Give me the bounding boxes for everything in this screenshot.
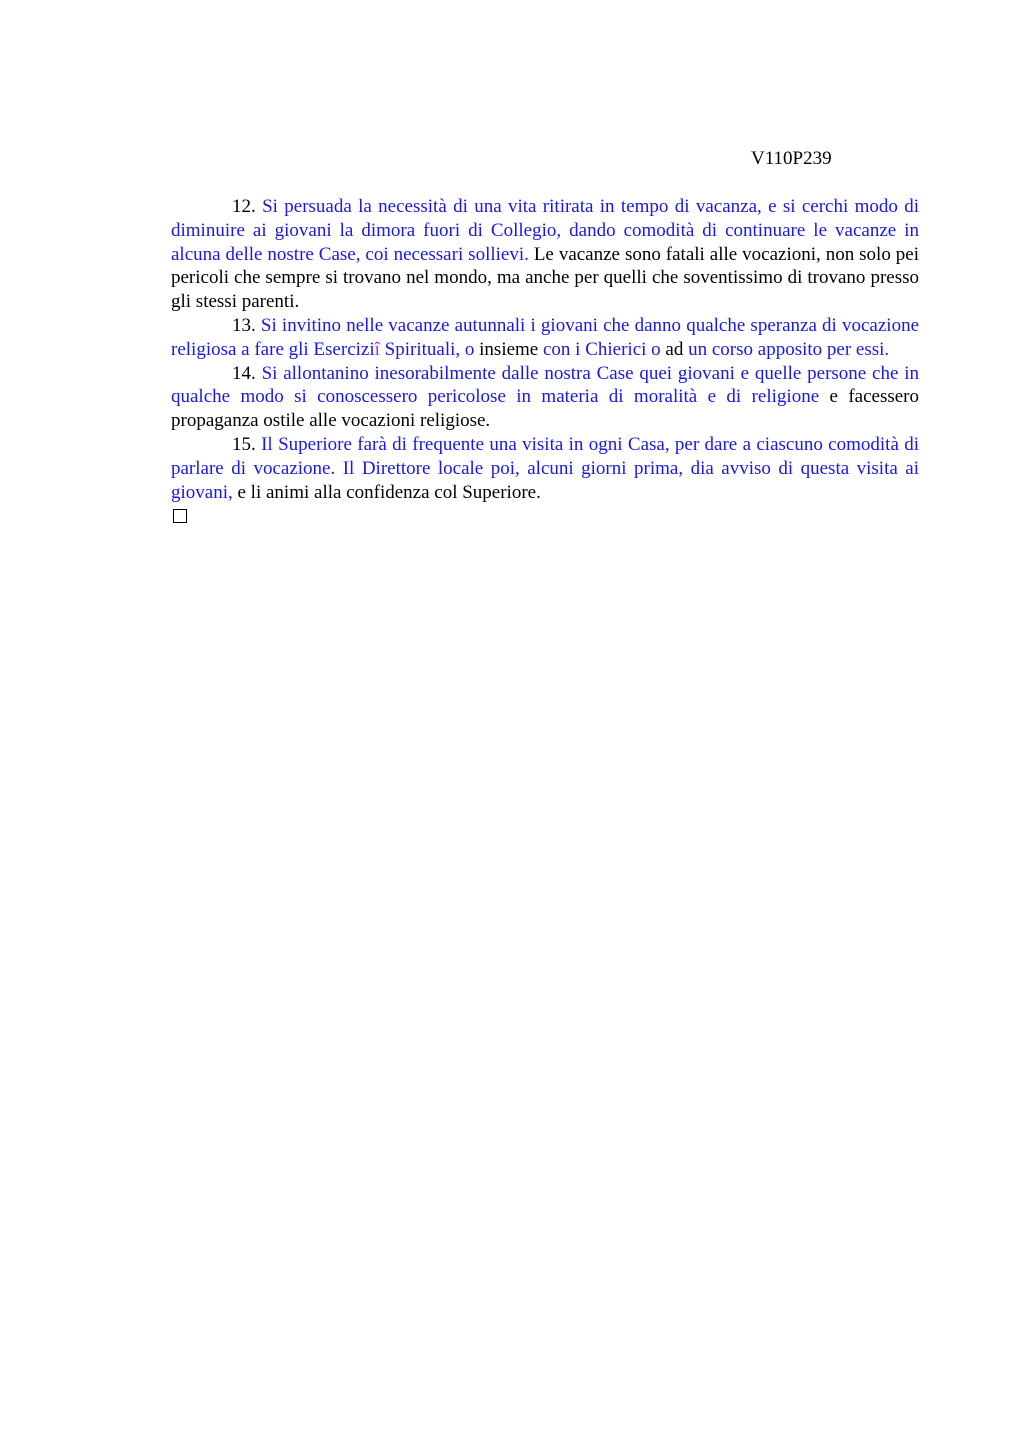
paragraph-number: 15. xyxy=(232,433,256,455)
page-id: V110P239 xyxy=(751,148,832,169)
paragraph-12 xyxy=(171,195,919,314)
paragraph-number: 13. xyxy=(232,314,256,336)
paragraph-number: 12. xyxy=(232,196,256,217)
text-segment: Spirituali, o xyxy=(379,338,475,360)
text-segment: con i Chierici o xyxy=(543,338,661,360)
text-segment: insieme xyxy=(474,338,543,360)
paragraph-14 xyxy=(171,362,919,433)
text-segment: Si persuada la necessità di una vita ritirata in tempo di vacanza, e si cerchi modo di diminuire ai giovani la dimora fuori di Collegio, dando comodità di continuare le vacanze in alcuna delle nostre Case, coi necessari sollievi. xyxy=(171,196,920,265)
text-segment: Si allontanino inesorabilmente dalle nostra Case quei giovani e quelle persone che in qualche modo si conoscessero pericolose in materia di moralità e di religione xyxy=(171,362,919,408)
end-box-icon xyxy=(173,509,187,523)
paragraph-13 xyxy=(171,314,919,362)
paragraph-15 xyxy=(171,433,919,504)
text-segment: un corso apposito per essi. xyxy=(688,338,890,360)
text-segment: ad xyxy=(660,338,689,360)
text-segment: Il Superiore farà di frequente una visita in ogni Casa, per dare a ciascuno comodità di parlare di vocazione. Il Direttore locale poi, alcuni giorni prima, dia avviso di questa visita ai giovani, xyxy=(171,433,920,503)
text-segment: e facessero propaganza ostile alle vocazioni religiose. xyxy=(171,386,919,432)
text-segment: î xyxy=(374,338,380,360)
text-segment: Le vacanze sono fatali alle vocazioni, non solo pei pericoli che sempre si trovano nel mondo, ma anche per quelli che soventissimo di trovano presso gli stessi parenti. xyxy=(171,243,919,313)
document-body xyxy=(171,195,919,523)
text-segment: e li animi alla confidenza col Superiore. xyxy=(232,481,541,503)
text-segment: Si invitino nelle vacanze autunnali i giovani che danno qualche speranza di vocazione religiosa a fare gli Esercizi xyxy=(171,314,919,360)
paragraph-number: 14. xyxy=(232,362,256,384)
